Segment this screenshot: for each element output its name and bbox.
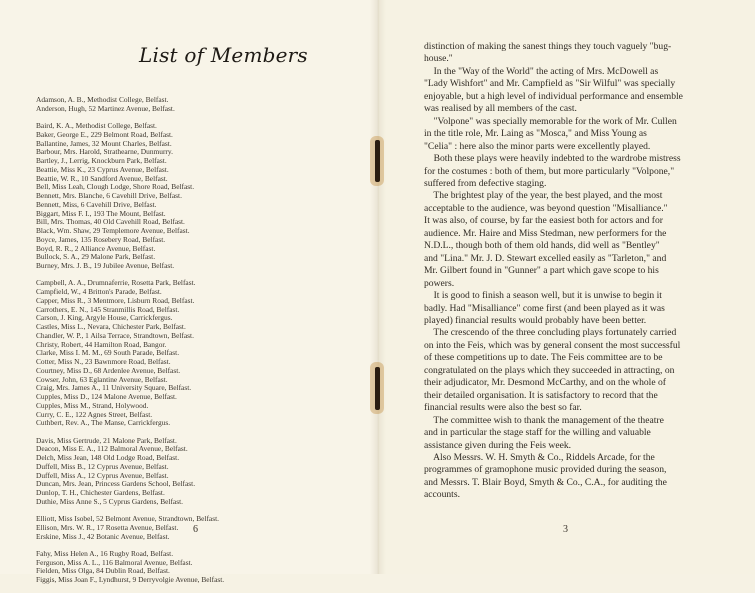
text-line: for the costumes : both of them, but more particularly "Volpone," (424, 165, 675, 177)
member-entry: Adamson, A. B., Methodist College, Belfast. (36, 95, 169, 104)
member-entry: Barbour, Mrs. Harold, Strathearne, Dunmurry. (36, 147, 173, 157)
member-entry: Figgis, Miss Joan F., Lyndhurst, 9 Derryvolgie Avenue, Belfast. (36, 575, 225, 584)
member-entry: Fielden, Miss Olga, 84 Dublin Road, Belfast. (36, 566, 170, 576)
text-line: "Volpone" was specially memorable for the work of Mr. Cullen (424, 115, 677, 127)
member-entry: Clarke, Miss I. M. M., 69 South Parade, Belfast. (36, 348, 180, 358)
member-entry: Duncan, Mrs. Jean, Princess Gardens School, Belfast. (36, 479, 196, 489)
text-line: The committee wish to thank the management of the theatre (424, 414, 664, 426)
member-group (36, 96, 336, 114)
member-entry: Black, Wm. Shaw, 29 Templemore Avenue, Belfast. (36, 226, 190, 235)
text-line: of these competitions up to date. The Feis committee are to be (424, 352, 663, 364)
member-entry: Baker, George E., 229 Belmont Road, Belfast. (36, 129, 173, 139)
member-entry: Courtney, Miss D., 68 Ardenlee Avenue, Belfast. (36, 365, 181, 375)
member-entry: Cupples, Miss M., Strand, Holywood. (36, 400, 149, 410)
text-line: and Messrs. T. Blair Boyd, Smyth & Co., C.A., for auditing the (424, 476, 667, 488)
member-entry: Carson, J. King, Argyle House, Carrickfergus. (36, 313, 173, 323)
text-line: in the title role, Mr. Laing as "Mosca," and Miss Young as (424, 128, 647, 140)
member-entry: Boyce, James, 135 Rosebery Road, Belfast. (36, 234, 166, 244)
member-entry: Duffell, Miss B., 12 Cyprus Avenue, Belfast. (36, 461, 169, 471)
member-entry: Cotter, Miss N., 23 Bawnmore Road, Belfast. (36, 357, 171, 366)
member-entry: Curry, C. E., 122 Agnes Street, Belfast. (36, 409, 153, 419)
text-line: financial results were also the best so far. (424, 402, 582, 414)
member-entry: Bartley, J., Lerrig, Knockburn Park, Belfast. (36, 156, 167, 165)
member-entry: Campfield, W., 4 Britton's Parade, Belfast. (36, 287, 162, 296)
member-entry: Campbell, A. A., Drumnaferrie, Rosetta Park, Belfast. (36, 278, 196, 288)
text-line: assistance given during the Feis week. (424, 439, 572, 451)
text-line: distinction of making the sanest things they touch vaguely "bug- (424, 41, 672, 52)
text-line: was realised by all members of the cast. (424, 103, 577, 115)
text-line: their adjudicator, Mr. Desmond McCarthy, and on the whole of (424, 377, 666, 389)
member-entry: Delch, Miss Jean, 148 Old Lodge Road, Belfast. (36, 453, 180, 462)
page-number-left: 6 (193, 524, 198, 535)
text-line: powers. (424, 277, 455, 289)
member-entry: Bill, Mrs. Thomas, 40 Old Cavehill Road, Belfast. (36, 217, 185, 227)
member-entry: Craig, Mrs. James A., 11 University Square, Belfast. (36, 383, 192, 393)
member-group (36, 437, 336, 507)
text-line: It was also, of course, by far the easiest both for actors and for (424, 215, 663, 227)
text-line: and "Lina." Mr. J. D. Stewart excelled easily as "Tarleton," and (424, 252, 667, 264)
member-entry: Capper, Miss R., 3 Mentmore, Lisburn Road, Belfast. (36, 295, 195, 305)
member-entry: Bullock, S. A., 29 Malone Park, Belfast. (36, 252, 156, 262)
right-page (378, 0, 755, 574)
text-line: acceptable to the audience, was beyond question "Misalliance." (424, 202, 668, 214)
member-group (36, 279, 336, 428)
book-gutter (370, 0, 386, 574)
text-line: programmes of gramophone music provided during the season, (424, 464, 667, 476)
text-line: It is good to finish a season well, but it is unwise to begin it (424, 290, 662, 302)
text-line: N.D.L., though both of them old hands, did well as "Bentley" (424, 240, 660, 252)
text-line: played) financial results would probably have been better. (424, 314, 647, 326)
text-line: and in particular the stage staff for the willing and valuable (424, 427, 651, 439)
page-number-right: 3 (563, 524, 568, 535)
member-entry: Cupples, Miss D., 124 Malone Avenue, Belfast. (36, 392, 177, 401)
member-entry: Burney, Mrs. J. B., 19 Jubilee Avenue, Belfast. (36, 261, 175, 270)
staple-top (375, 140, 380, 182)
report-text (424, 41, 724, 502)
left-page (0, 0, 378, 584)
member-entry: Fahy, Miss Helen A., 16 Rugby Road, Belfast. (36, 548, 174, 558)
member-entry: Ferguson, Miss A. L., 116 Balmoral Avenue, Belfast. (36, 557, 193, 567)
member-entry: Boyd, R. R., 2 Alliance Avenue, Belfast. (36, 243, 156, 253)
text-line: The brightest play of the year, the best played, and the most (424, 190, 663, 202)
text-line: suffered from defective staging. (424, 177, 547, 189)
member-entry: Carrothers, E. N., 145 Stranmillis Road, Belfast. (36, 304, 180, 314)
member-entry: Cowser, John, 63 Eglantine Avenue, Belfast. (36, 374, 168, 384)
text-line: congratulated on the plays which they succeeded in attracting, on (424, 364, 675, 376)
member-entry: Elliott, Miss Isobel, 52 Belmont Avenue, Strandtown, Belfast. (36, 514, 219, 523)
member-entry: Bell, Miss Leah, Clough Lodge, Shore Road, Belfast. (36, 182, 195, 192)
text-line: badly. Had "Misalliance" come first (and been played as it was (424, 302, 665, 314)
member-list (36, 96, 336, 593)
member-entry: Bennett, Mrs. Blanche, 6 Cavehill Drive, Belfast. (36, 191, 182, 200)
text-line: their detailed organisation. It is satisfactory to record that the (424, 389, 658, 401)
member-entry: Beattie, W. R., 10 Sandford Avenue, Belfast. (36, 173, 168, 183)
member-entry: Chandler, W. P., 1 Ailsa Terrace, Strandtown, Belfast. (36, 330, 194, 340)
text-line: accounts. (424, 489, 460, 501)
text-line: house." (424, 53, 453, 65)
member-entry: Beattie, Miss K., 23 Cyprus Avenue, Belfast. (36, 164, 169, 174)
member-entry: Anderson, Hugh, 52 Martinez Avenue, Belfast. (36, 103, 175, 113)
member-entry: Castles, Miss L., Nevara, Chichester Park, Belfast. (36, 322, 186, 331)
member-entry: Christy, Robert, 44 Hamilton Road, Bangor. (36, 339, 167, 349)
member-entry: Bennett, Miss, 6 Cavehill Drive, Belfast. (36, 199, 157, 209)
member-entry: Duthie, Miss Anne S., 5 Cyprus Gardens, Belfast. (36, 496, 183, 506)
text-line: "Lady Wishfort" and Mr. Campfield as "Sir Wilful" was specially (424, 78, 676, 90)
text-line: Also Messrs. W. H. Smyth & Co., Riddels Arcade, for the (424, 451, 655, 463)
member-entry: Erskine, Miss J., 42 Botanic Avenue, Belfast. (36, 531, 170, 541)
member-entry: Deacon, Miss E. A., 112 Balmoral Avenue, Belfast. (36, 444, 188, 454)
member-entry: Biggart, Miss F. I., 193 The Mount, Belfast. (36, 208, 166, 218)
member-entry: Baird, K. A., Methodist College, Belfast. (36, 121, 157, 130)
member-group (36, 515, 336, 541)
text-line: on into the Feis, which was by general consent the most successful (424, 339, 681, 351)
member-entry: Ellison, Mrs. W. R., 17 Rosetta Avenue, Belfast. (36, 522, 179, 532)
page-title: List of Members (139, 43, 308, 67)
text-line: In the "Way of the World" the acting of Mrs. McDowell as (424, 65, 659, 77)
member-entry: Dunlop, T. H., Chichester Gardens, Belfast. (36, 488, 165, 497)
text-line: audience. Mr. Haire and Miss Stedman, new performers for the (424, 227, 667, 239)
text-line: The crescendo of the three concluding plays fortunately carried (424, 327, 677, 339)
text-line: enjoyable, but a high level of individual performance and ensemble (424, 90, 683, 102)
text-line: "Celia" : here also the minor parts were excellently played. (424, 140, 651, 152)
member-entry: Duffell, Miss A., 12 Cyprus Avenue, Belfast. (36, 470, 169, 480)
member-entry: Cuthbert, Rev. A., The Manse, Carrickfergus. (36, 418, 171, 428)
member-entry: Ballantine, James, 32 Mount Charles, Belfast. (36, 138, 172, 148)
text-line: Mr. Gilbert found in "Gunner" a part which gave scope to his (424, 265, 659, 277)
member-group (36, 122, 336, 271)
text-line: Both these plays were heavily indebted to the wardrobe mistress (424, 153, 681, 165)
member-group (36, 550, 336, 585)
staple-bottom (375, 367, 380, 410)
member-entry: Davis, Miss Gertrude, 21 Malone Park, Belfast. (36, 435, 177, 445)
